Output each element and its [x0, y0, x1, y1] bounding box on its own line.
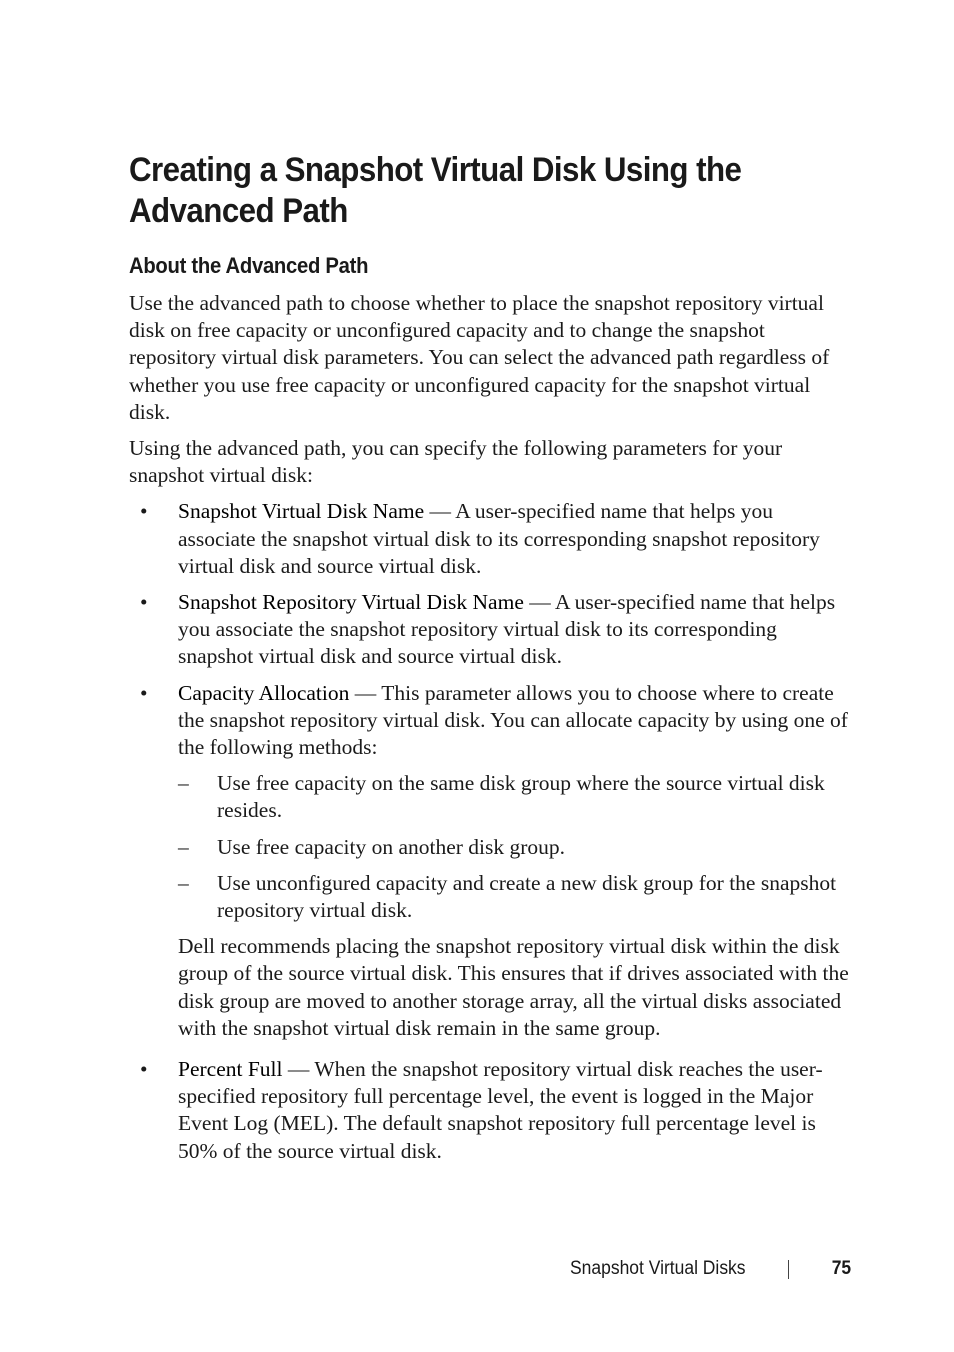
list-item — [178, 834, 854, 861]
bullet-marker: • — [140, 499, 148, 524]
dash-marker: – — [178, 834, 189, 859]
list-item — [129, 498, 854, 580]
list-item — [129, 1056, 854, 1165]
parameter-description: — A user-specified name that helps you associate the snapshot virtual disk to its corresponding snapshot repository virtual disk and source virtual disk. — [178, 499, 820, 578]
capacity-method-list — [178, 770, 854, 924]
footer-section-title: Snapshot Virtual Disks — [570, 1258, 746, 1279]
parameter-term: Snapshot Repository Virtual Disk Name — [178, 590, 524, 615]
dash-marker: – — [178, 870, 189, 895]
parameter-description: — This parameter allows you to choose where to create the snapshot repository virtual disk. You can allocate capacity by using one of the following methods: — [178, 680, 848, 760]
parameter-term: Capacity Allocation — [178, 680, 350, 705]
bullet-marker: • — [140, 590, 148, 615]
parameter-description: — When the snapshot repository virtual disk reaches the user-specified repository full percentage level, the event is logged in the Major Event Log (MEL). The default snapshot repository full percentage level is 50% of the source virtual disk. — [178, 1057, 823, 1163]
intro-paragraph: Use the advanced path to choose whether to place the snapshot repository virtual disk on free capacity or unconfigured capacity and to change the snapshot repository virtual disk parameters. You can select the advanced path regardless of whether you use free capacity or unconfigured capacity for the snapshot virtual disk. — [129, 291, 830, 424]
list-item — [129, 680, 854, 1042]
parameter-term: Snapshot Virtual Disk Name — [178, 499, 425, 524]
method-text: Use free capacity on another disk group. — [217, 834, 566, 859]
footer-divider — [788, 1260, 789, 1279]
bullet-marker: • — [140, 680, 148, 705]
parameter-description: — A user-specified name that helps you associate the snapshot repository virtual disk to its corresponding snapshot virtual disk and source virtual disk. — [178, 590, 836, 669]
method-text: Use unconfigured capacity and create a new disk group for the snapshot repository virtual disk. — [217, 870, 837, 923]
method-text: Use free capacity on the same disk group where the source virtual disk resides. — [217, 771, 825, 823]
page-number: 75 — [831, 1258, 851, 1279]
recommendation-note: Dell recommends placing the snapshot repository virtual disk within the disk group of the source virtual disk. This ensures that if drives associated with the disk group are moved to another storage array, all the virtual disks associated with the snapshot virtual disk remain in the same group. — [178, 934, 849, 1040]
page-content — [129, 150, 854, 1174]
parameter-list — [129, 498, 854, 1164]
list-item — [178, 770, 854, 824]
list-item — [129, 589, 854, 671]
parameter-term: Percent Full — [178, 1057, 283, 1082]
section-heading: About the Advanced Path — [129, 253, 369, 278]
bullet-marker: • — [140, 1057, 148, 1082]
dash-marker: – — [178, 771, 189, 796]
page-title: Creating a Snapshot Virtual Disk Using the Advanced Path — [129, 151, 742, 230]
list-item — [178, 870, 854, 924]
parameters-intro-paragraph: Using the advanced path, you can specify the following parameters for your snapshot virtual disk: — [129, 436, 783, 488]
page-footer — [570, 1255, 854, 1283]
